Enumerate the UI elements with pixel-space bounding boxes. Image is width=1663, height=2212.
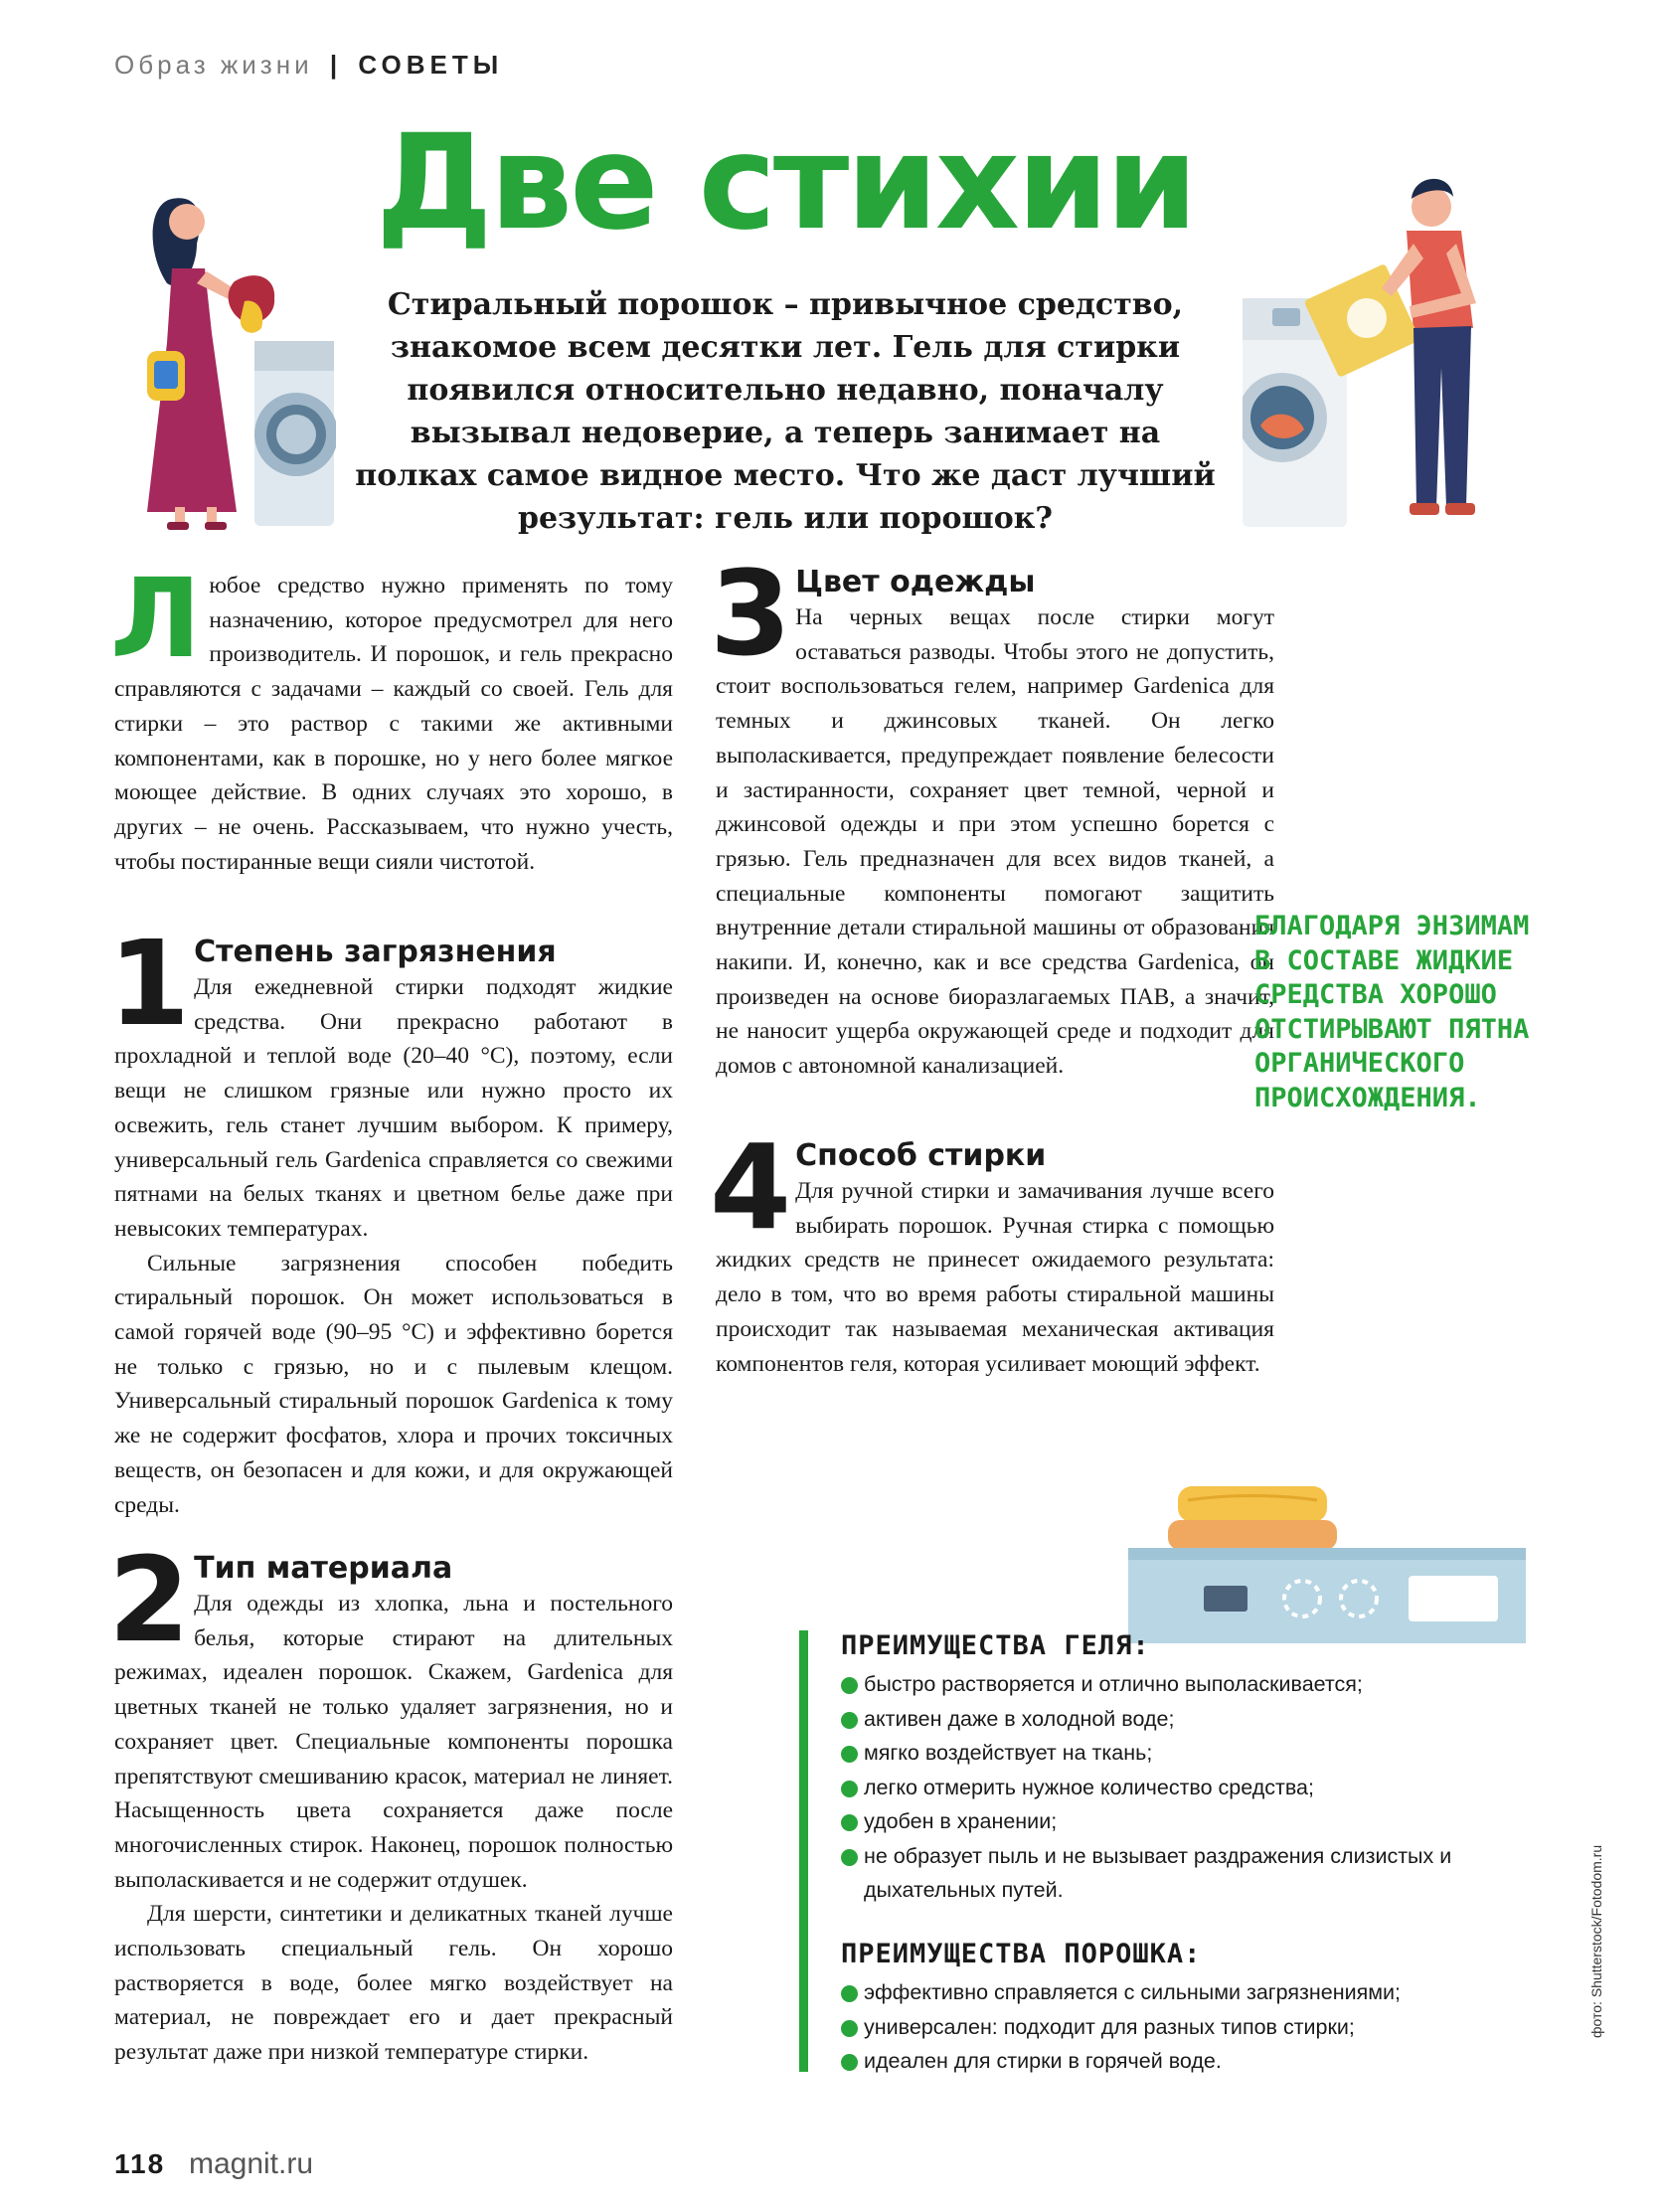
list-item: универсален: подходит для разных типов стирки; — [841, 2010, 1517, 2045]
page-footer — [114, 2147, 313, 2181]
advantages-accent-bar — [799, 1630, 808, 2072]
section-number: 2 — [108, 1531, 191, 1668]
section-1 — [108, 915, 673, 1522]
list-item: активен даже в холодной воде; — [841, 1702, 1517, 1737]
subsection-label: СОВЕТЫ — [358, 50, 504, 80]
list-item: эффективно справляется с сильными загрязнениями; — [841, 1975, 1517, 2010]
section-number: 1 — [108, 915, 191, 1052]
section-paragraph: Для ручной стирки и замачивания лучше всего выбирать порошок. Ручная стирка с помощью жидких средств не принесет ожидаемого результата: дело в том, что во время работы стиральной машины происходит так называемая механическая активация компонентов геля, которая усиливает моющий эффект. — [716, 1178, 1274, 1377]
section-paragraph: Сильные загрязнения способен победить стиральный порошок. Он может использоваться в самой горячей воде (90–95 °C) и эффективно борется не только с грязью, но и с пылевым клещом. Универсальный стиральный порошок Gardenica к тому же не содержит фосфатов, хлора и прочих токсичных веществ, он безопасен и для кожи, и для окружающей среды. — [114, 1250, 673, 1518]
section-number: 3 — [710, 545, 792, 682]
section-header — [114, 50, 503, 81]
man-illustration — [1243, 169, 1531, 532]
section-4 — [710, 1118, 1274, 1381]
list-item: не образует пыль и не вызывает раздражения слизистых и дыхательных путей. — [841, 1839, 1500, 1908]
list-item: мягко воздействует на ткань; — [841, 1736, 1517, 1771]
list-item: легко отмерить нужное количество средства; — [841, 1771, 1517, 1805]
header-separator: | — [329, 50, 342, 80]
section-heading: Тип материала — [194, 1551, 453, 1586]
list-item: идеален для стирки в горячей воде. — [841, 2044, 1517, 2079]
gel-advantages-title: ПРЕИМУЩЕСТВА ГЕЛЯ: — [841, 1630, 1150, 1661]
page-title: Две стихии — [376, 106, 1195, 259]
section-paragraph: Для ежедневной стирки подходят жидкие средства. Они прекрасно работают в прохладной и теплой воде (20–40 °C), поэтому, если вещи не слишком грязные или нужно просто их освежить, гель станет лучшим выбором. К примеру, универсальный гель Gardenica справляется со свежими пятнами на белых тканях и цветном белье даже при невысоких температурах. — [114, 974, 673, 1242]
man-with-powder-box-icon — [1243, 169, 1531, 532]
powder-advantages-title: ПРЕИМУЩЕСТВА ПОРОШКА: — [841, 1939, 1202, 1969]
section-paragraph: На черных вещах после стирки могут оставаться разводы. Чтобы этого не допустить, стоит воспользоваться гелем, например Gardenica для темных и джинсовых тканей. Он легко выполаскивается, предупреждает появление белесости и застиранности, сохраняет цвет темной, черной и джинсовой одежды и при этом успешно борется с грязью. Гель предназначен для всех видов тканей, а специальные компоненты помогают защитить внутренние детали стиральной машины от образования накипи. И, конечно, как и все средства Gardenica, он произведен на основе биоразлагаемых ПАВ, а значит, не наносит ущерба окружающей среде и подходит для домов с автономной канализацией. — [716, 604, 1274, 1080]
woman-with-laundry-icon — [127, 174, 336, 532]
section-heading: Степень загрязнения — [194, 935, 557, 969]
intro-paragraph: юбое средство нужно применять по тому назначению, которое предусмотрел для него производитель. И порошок, и гель прекрасно справляются с задачами – каждый со своей. Гель для стирки – это раствор с такими же активными компонентами, как в порошке, но у него более мягкое моющее действие. В одних случаях это хорошо, в других – не очень. Рассказываем, что нужно учесть, чтобы постиранные вещи сияли чистотой. — [114, 573, 673, 875]
folded-towels-icon — [1128, 1486, 1526, 1645]
photo-credit: фото: Shutterstock/Fotodom.ru — [1588, 1844, 1604, 2038]
section-heading: Цвет одежды — [795, 565, 1036, 599]
intro-block — [110, 555, 673, 879]
powder-advantages-list — [841, 1975, 1517, 2079]
site-link[interactable]: magnit.ru — [188, 2147, 314, 2180]
powder-advantages — [841, 1939, 1517, 2079]
dropcap: Л — [110, 555, 202, 682]
page-number: 118 — [114, 2148, 166, 2179]
list-item: быстро растворяется и отлично выполаскивается; — [841, 1667, 1517, 1702]
section-3 — [710, 545, 1274, 1084]
section-2 — [108, 1531, 673, 2070]
section-number: 4 — [710, 1118, 792, 1256]
callout-quote: БЛАГОДАРЯ ЭНЗИМАМ В СОСТАВЕ ЖИДКИЕ СРЕДСТВА ХОРОШО ОТСТИРЫВАЮТ ПЯТНА ОРГАНИЧЕСКОГО ПРОИСХОЖДЕНИЯ. — [1254, 911, 1530, 1113]
woman-illustration — [127, 174, 336, 532]
section-heading: Способ стирки — [795, 1138, 1047, 1173]
gel-advantages — [841, 1630, 1517, 1908]
list-item: удобен в хранении; — [841, 1804, 1517, 1839]
washer-panel-illustration — [1128, 1486, 1526, 1645]
section-paragraph: Для одежды из хлопка, льна и постельного белья, которые стирают на длительных режимах, идеален порошок. Скажем, Gardenica для цветных тканей не только удаляет загрязнения, но и сохраняет цвет. Специальные компоненты порошка препятствуют смешиванию красок, материал не линяет. Насыщенность цвета сохраняется даже после многочисленных стирок. Наконец, порошок полностью выполаскивается и не содержит отдушек. — [114, 1591, 673, 1893]
gel-advantages-list — [841, 1667, 1517, 1908]
section-label: Образ жизни — [114, 50, 313, 80]
lead-paragraph: Стиральный порошок – привычное средство, знакомое всем десятки лет. Гель для стирки появился относительно недавно, поначалу вызывал недоверие, а теперь занимает на полках самое видное место. Что же даст лучший результат: гель или порошок? — [355, 287, 1216, 536]
section-paragraph: Для шерсти, синтетики и деликатных тканей лучше использовать специальный гель. Он хорошо растворяется в воде, более мягко воздействует на материал, не повреждает его и дает прекрасный результат даже при низкой температуре стирки. — [114, 1901, 673, 2066]
